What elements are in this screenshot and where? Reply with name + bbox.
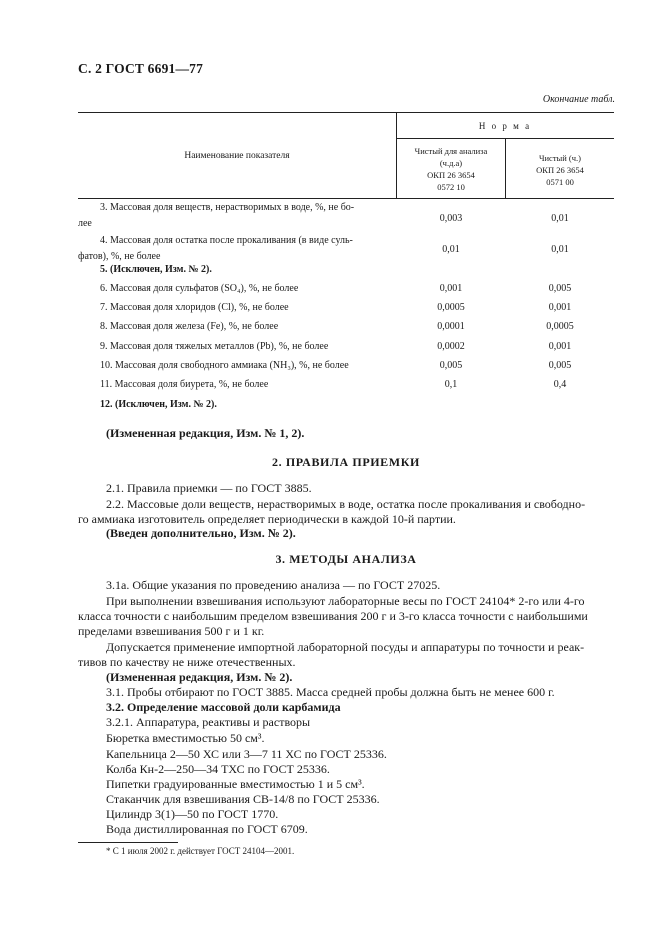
col-a-header: Чистый для анализа (ч.д.а) ОКП 26 3654 0572 10 <box>414 146 488 192</box>
row-7-value-a: 0,0005 <box>437 302 465 313</box>
row-9-value-a: 0,0002 <box>437 341 465 352</box>
row-8-value-a: 0,0001 <box>437 321 465 332</box>
row-3-value-a: 0,003 <box>439 213 463 224</box>
para-2-1: 2.1. Правила приемки — по ГОСТ 3885. <box>106 481 312 495</box>
equipment-item: Стаканчик для взвешивания СВ-14/8 по ГОСТ 25336. <box>106 792 380 806</box>
col-name-header: Наименование показателя <box>184 151 290 161</box>
table-row-4: 4. Массовая доля остатка после прокаливания (в виде суль- фатов), %, не более <box>78 235 353 262</box>
para-3-2-1: 3.2.1. Аппаратура, реактивы и растворы <box>106 715 311 729</box>
row-10-value-a: 0,005 <box>439 360 463 371</box>
table-row-12: 12. (Исключен, Изм. № 2). <box>100 399 217 410</box>
row-6-value-a: 0,001 <box>439 283 463 294</box>
row-4-value-b: 0,01 <box>551 244 569 255</box>
table-row-3: 3. Массовая доля веществ, нерастворимых в воде, %, не бо- лее <box>78 202 355 229</box>
footnote: * С 1 июля 2002 г. действует ГОСТ 24104—2001. <box>106 846 295 856</box>
row-10-value-b: 0,005 <box>548 360 572 371</box>
para-2-2-line-1: 2.2. Массовые доли веществ, нерастворимых в воде, остатка после прокаливания и свободно- <box>106 497 586 511</box>
col-norm-header: Н о р м а <box>478 121 532 131</box>
table-row-11: 11. Массовая доля биурета, %, не более <box>100 379 269 390</box>
header-bottom-rule <box>78 198 614 199</box>
equipment-item: Бюретка вместимостью 50 см³. <box>106 731 265 745</box>
para-imports-line-2: тивов по качеству не ниже отечественных. <box>78 655 296 669</box>
equipment-item: Капельница 2—50 ХС или 3—7 11 ХС по ГОСТ 25336. <box>106 747 387 761</box>
col-b-header: Чистый (ч.) ОКП 26 3654 0571 00 <box>536 153 584 187</box>
table-row-7: 7. Массовая доля хлоридов (Cl), %, не более <box>100 302 289 313</box>
equipment-item: Пипетки градуированные вместимостью 1 и 5 см³. <box>106 777 365 791</box>
para-3-1: 3.1. Пробы отбирают по ГОСТ 3885. Масса средней пробы должна быть не менее 600 г. <box>106 685 555 699</box>
amendment-note-2: (Введен дополнительно, Изм. № 2). <box>106 526 296 540</box>
row-8-value-b: 0,0005 <box>546 321 574 332</box>
section-3-heading: 3. МЕТОДЫ АНАЛИЗА <box>275 552 417 566</box>
equipment-item: Цилиндр 3(1)—50 по ГОСТ 1770. <box>106 807 279 821</box>
para-weighing-line-1: При выполнении взвешивания используют лабораторные весы по ГОСТ 24104* 2-го или 4-го <box>106 594 585 608</box>
row-4-value-a: 0,01 <box>442 244 460 255</box>
equipment-item: Вода дистиллированная по ГОСТ 6709. <box>106 822 308 836</box>
para-weighing-line-3: пределами взвешивания 500 г и 1 кг. <box>78 624 265 638</box>
row-6-value-b: 0,005 <box>548 283 572 294</box>
para-imports-line-1: Допускается применение импортной лабораторной посуды и аппаратуры по точности и реак- <box>106 640 585 654</box>
row-3-value-b: 0,01 <box>551 213 569 224</box>
row-7-value-b: 0,001 <box>548 302 572 313</box>
footnote-rule <box>78 842 178 843</box>
page-header: С. 2 ГОСТ 6691—77 <box>78 61 204 76</box>
amendment-note-3: (Измененная редакция, Изм. № 2). <box>106 670 293 684</box>
table-row-5: 5. (Исключен, Изм. № 2). <box>100 264 212 275</box>
section-2-heading: 2. ПРАВИЛА ПРИЕМКИ <box>272 455 420 469</box>
para-2-2-line-2: го аммиака изготовитель определяет периодически в каждой 10-й партии. <box>78 512 456 526</box>
table-row-9: 9. Массовая доля тяжелых металлов (Pb), %, не более <box>100 341 329 352</box>
table-top-rule <box>78 112 614 113</box>
para-3-2: 3.2. Определение массовой доли карбамида <box>106 700 341 714</box>
row-9-value-b: 0,001 <box>548 341 572 352</box>
equipment-item: Колба Кн-2—250—34 ТХС по ГОСТ 25336. <box>106 762 330 776</box>
row-11-value-b: 0,4 <box>553 379 567 390</box>
amendment-note-1: (Измененная редакция, Изм. № 1, 2). <box>106 426 305 440</box>
para-weighing-line-2: класса точности с наибольшим пределом взвешивания 200 г и 3-го класса точности с наибольшими <box>78 609 588 623</box>
para-3-1a: 3.1а. Общие указания по проведению анализа — по ГОСТ 27025. <box>106 578 441 592</box>
table-row-8: 8. Массовая доля железа (Fe), %, не более <box>100 321 279 332</box>
table-caption: Окончание табл. <box>542 94 615 105</box>
row-11-value-a: 0,1 <box>444 379 458 390</box>
table-row-6: 6. Массовая доля сульфатов (SO₄), %, не более <box>100 283 299 294</box>
table-row-10: 10. Массовая доля свободного аммиака (NH₃), %, не более <box>100 360 349 371</box>
